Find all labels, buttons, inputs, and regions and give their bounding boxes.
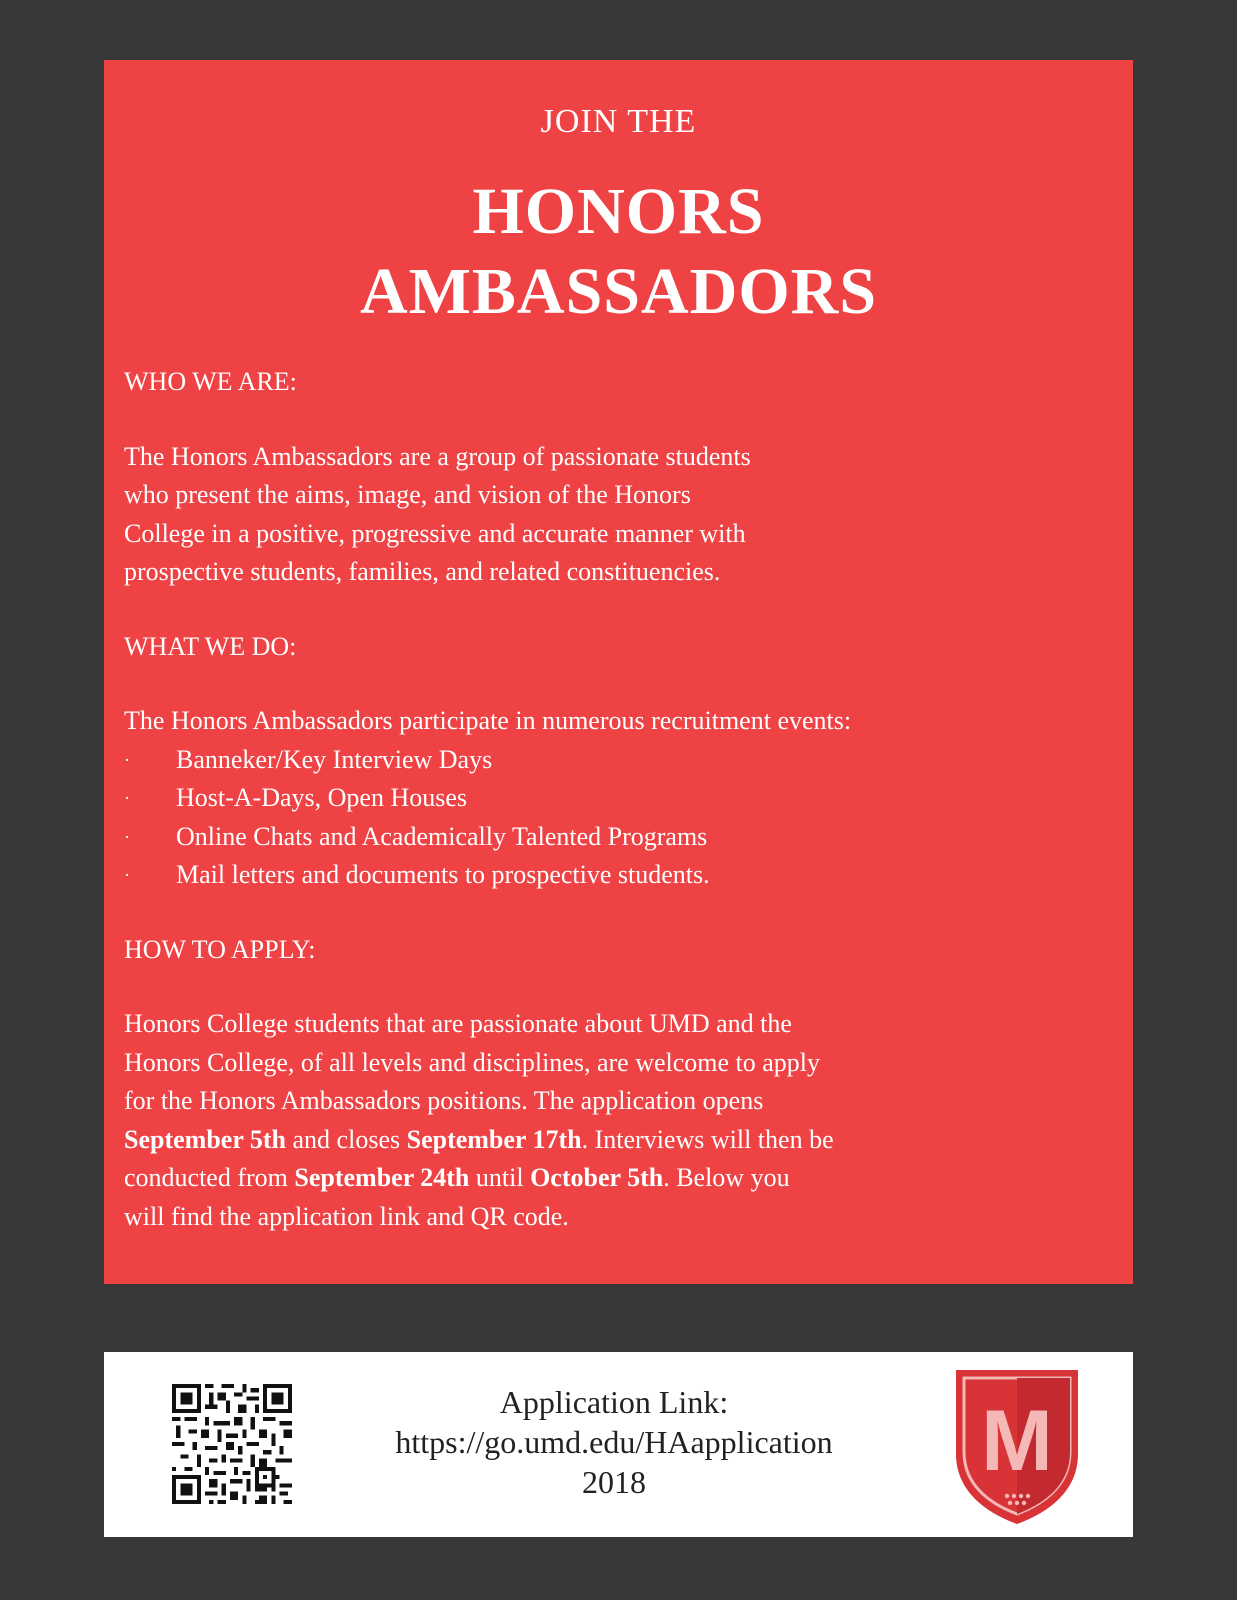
application-link-label: Application Link: (499, 1384, 729, 1420)
title-line-ambassadors: AMBASSADORS (359, 255, 878, 328)
what-we-do-heading: WHAT WE DO: (124, 631, 297, 661)
below-text: . Below you (663, 1163, 790, 1192)
bullet-icon: · (124, 788, 130, 808)
interviews-text: . Interviews will then be (581, 1124, 834, 1154)
interview-start-date: September 24th (294, 1163, 470, 1192)
content-body (124, 363, 1124, 1236)
how-line-4 (124, 1121, 1124, 1160)
logo-letter: M (981, 1393, 1053, 1489)
list-item (124, 818, 1124, 857)
who-line-4: prospective students, families, and related constituencies. (124, 557, 721, 586)
application-text (294, 1382, 934, 1502)
interview-end-date: October 5th (530, 1163, 664, 1192)
list-item-text: Host-A-Days, Open Houses (176, 783, 468, 812)
how-line-6: will find the application link and QR code. (124, 1201, 569, 1231)
and-closes-text: and closes (286, 1124, 407, 1154)
what-intro: The Honors Ambassadors participate in numerous recruitment events: (124, 706, 852, 735)
bullet-icon: · (124, 826, 130, 847)
page-title (104, 172, 1133, 332)
umd-m-shield-logo-icon (952, 1362, 1082, 1527)
how-line-2: Honors College, of all levels and disciplines, are welcome to apply (124, 1047, 821, 1077)
who-line-2: who present the aims, image, and vision of the Honors (124, 480, 691, 509)
application-footer (104, 1352, 1133, 1537)
how-line-5 (124, 1159, 1124, 1198)
list-item-text: Mail letters and documents to prospective students. (176, 860, 710, 889)
close-date: September 17th (406, 1124, 582, 1154)
until-text: until (469, 1163, 531, 1192)
bullet-icon: · (124, 865, 130, 885)
how-line-3: for the Honors Ambassadors positions. The application opens (124, 1086, 764, 1115)
conducted-from-text: conducted from (124, 1163, 295, 1192)
list-item (124, 779, 1124, 818)
how-line-1: Honors College students that are passionate about UMD and the (124, 1009, 792, 1038)
how-to-apply-heading: HOW TO APPLY: (124, 934, 316, 964)
who-we-are-heading: WHO WE ARE: (124, 367, 297, 396)
list-item-text: Online Chats and Academically Talented Programs (176, 821, 708, 851)
list-item-text: Banneker/Key Interview Days (176, 744, 493, 774)
who-line-3: College in a positive, progressive and accurate manner with (124, 518, 746, 548)
title-line-honors: HONORS (472, 175, 765, 248)
join-the-label: JOIN THE (540, 103, 697, 140)
main-panel (104, 60, 1133, 1284)
who-line-1: The Honors Ambassadors are a group of passionate students (124, 441, 751, 471)
list-item (124, 741, 1124, 780)
bullet-icon: · (124, 749, 130, 770)
application-year: 2018 (582, 1464, 646, 1500)
qr-code-icon[interactable] (172, 1384, 292, 1504)
application-url[interactable]: https://go.umd.edu/HAapplication (395, 1424, 833, 1460)
open-date: September 5th (124, 1124, 287, 1154)
list-item (124, 856, 1124, 895)
events-list (124, 741, 1124, 895)
